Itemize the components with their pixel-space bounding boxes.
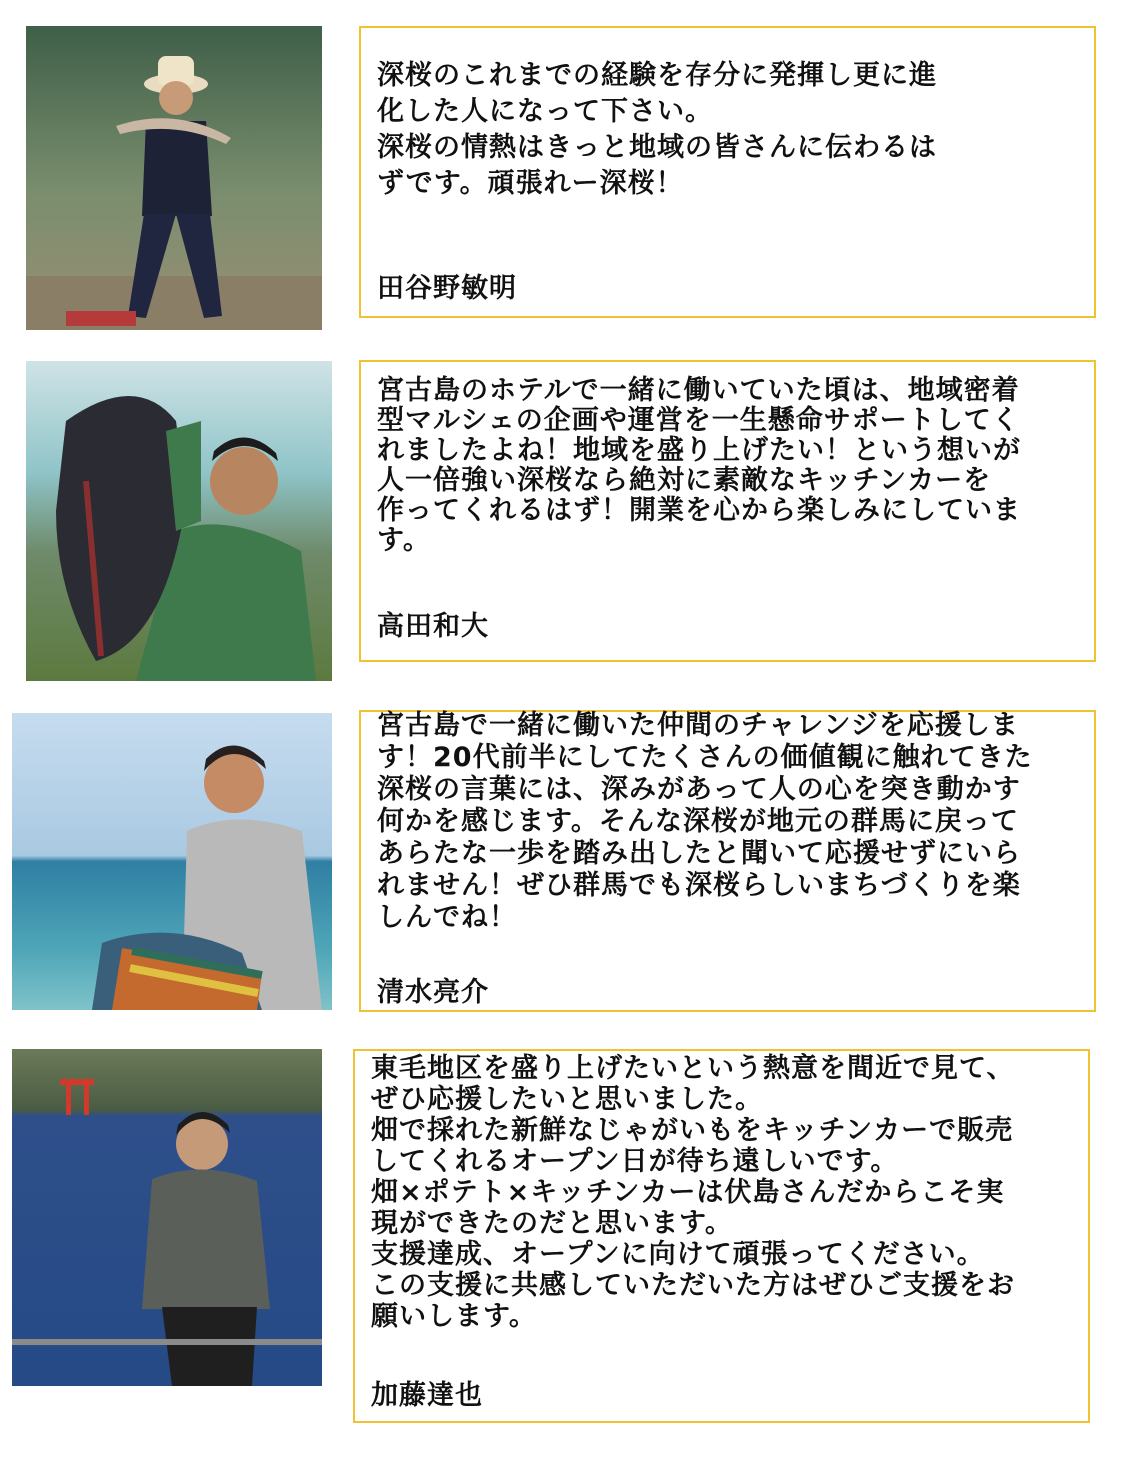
testimonial-signature-1: 田谷野敏明 — [377, 273, 517, 304]
person-holding-fish-photo — [26, 26, 322, 330]
testimonial-signature-4: 加藤達也 — [371, 1380, 483, 1411]
testimonial-card-4 — [353, 1049, 1090, 1423]
testimonial-signature-3: 清水亮介 — [377, 977, 489, 1008]
testimonial-card-3 — [359, 710, 1096, 1012]
diver-holding-fish-photo — [26, 361, 332, 681]
testimonial-card-1 — [359, 26, 1096, 318]
man-by-lake-photo — [12, 1049, 322, 1386]
testimonial-message-1: 深桜のこれまでの経験を存分に発揮し更に進 化した人になって下さい。 深桜の情熱はきっと地域の皆さんに伝わるは ずです。頑張れー深桜！ — [377, 60, 937, 199]
testimonial-message-3: 宮古島で一緒に働いた仲間のチャレンジを応援しま す！20代前半にしてたくさんの価値観に触れてきた 深桜の言葉には、深みがあって人の心を突き動かす 何かを感じます。そんな深桜が地元の群馬に戻って あらたな一歩を踏み出したと聞いて応援せずにいら れません！ぜひ群馬でも深桜らしいまちづくりを楽 しんでね！ — [377, 710, 1033, 933]
testimonial-card-2 — [359, 360, 1096, 662]
man-by-sea-photo — [12, 713, 332, 1010]
testimonial-signature-2: 高田和大 — [377, 611, 489, 642]
testimonial-message-2: 宮古島のホテルで一緒に働いていた頃は、地域密着 型マルシェの企画や運営を一生懸命サポートしてく れましたよね！地域を盛り上げたい！という想いが 人一倍強い深桜なら絶対に素敵なキッチンカーを 作ってくれるはず！開業を心から楽しみにしていま す。 — [377, 375, 1021, 556]
testimonial-photo-4 — [12, 1049, 322, 1386]
testimonial-photo-1 — [26, 26, 322, 330]
testimonial-message-4: 東毛地区を盛り上げたいという熱意を間近で見て、 ぜひ応援したいと思いました。 畑で採れた新鮮なじゃがいもをキッチンカーで販売 してくれるオープン日が待ち遠しいです。 畑×ポテト×キッチンカーは伏島さんだからこそ実 現ができたのだと思います。 支援達成、オープンに向けて頑張ってください。 この支援に共感していただいた方はぜひご支援をお 願いします。 — [371, 1053, 1015, 1332]
testimonial-photo-2 — [26, 361, 332, 681]
testimonial-photo-3 — [12, 713, 332, 1010]
